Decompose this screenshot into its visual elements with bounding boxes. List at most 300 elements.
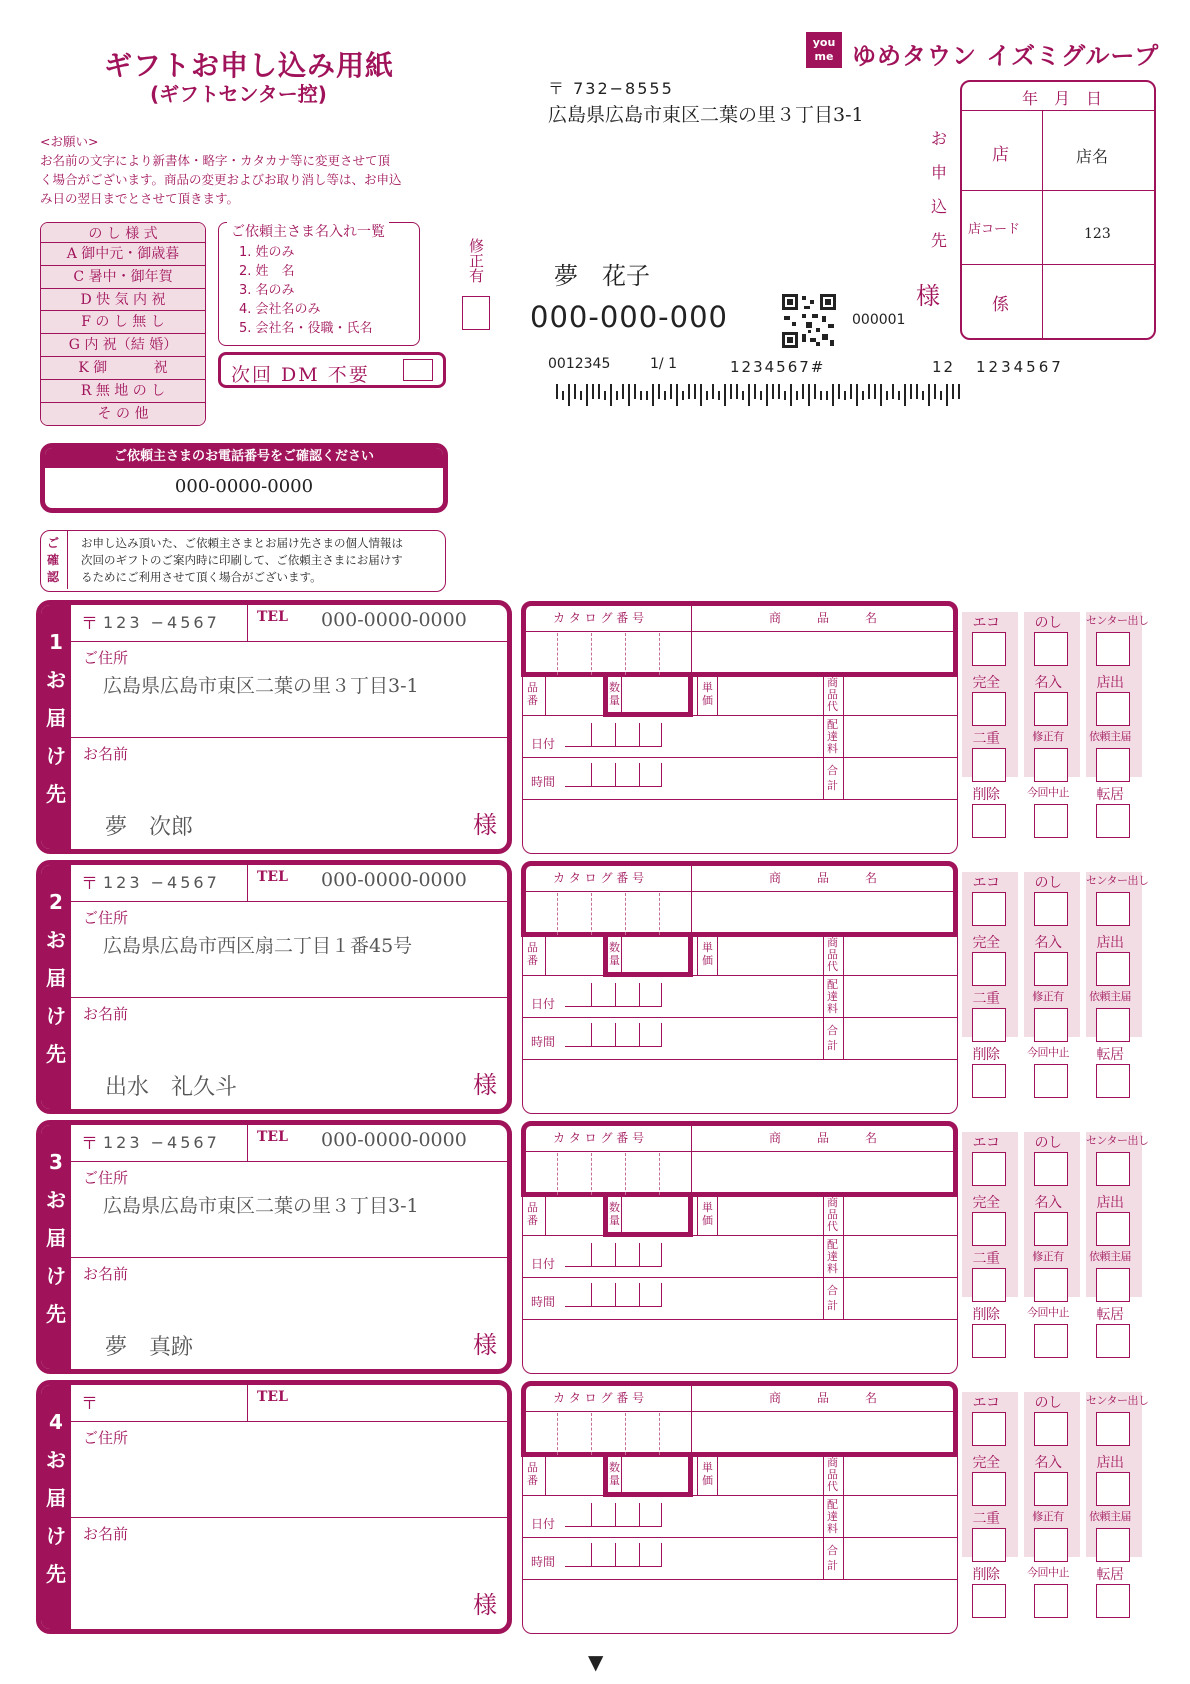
delivery-side-char: 先 <box>46 1042 66 1066</box>
flag-label: エコ <box>972 1135 1000 1151</box>
flag-checkbox[interactable] <box>1096 1008 1130 1042</box>
product-box <box>522 1382 958 1634</box>
apply-side-char: 先 <box>930 231 947 250</box>
delivery-side-label <box>41 865 71 1109</box>
delivery-side-char: け <box>46 744 66 768</box>
notice-line: く場合がございます。商品の変更およびお取り消し等は、お申込 <box>40 172 402 187</box>
name-insert-list <box>218 222 420 346</box>
privacy-side-char: ご <box>47 536 60 550</box>
flag-checkbox[interactable] <box>1096 692 1130 726</box>
barcode-bar <box>694 384 696 399</box>
flag-label: 店出 <box>1096 935 1124 951</box>
date-label: 年 月 日 <box>1022 89 1103 108</box>
product-label: 商 品 名 <box>769 1131 878 1145</box>
barcode-bar <box>754 384 756 399</box>
barcode-bar <box>598 384 600 399</box>
flag-checkbox[interactable] <box>1034 1324 1068 1358</box>
staff-label: 係 <box>992 295 1009 315</box>
catalog-label: カ タ ロ グ 番 号 <box>553 611 645 625</box>
flag-label: 依頼主届 <box>1089 990 1131 1003</box>
barcode-bar <box>712 384 714 399</box>
flag-checkbox[interactable] <box>972 1008 1006 1042</box>
dm-optout-box <box>218 352 446 388</box>
flag-checkbox[interactable] <box>1096 1584 1130 1618</box>
flag-label: 今回中止 <box>1027 786 1069 799</box>
flag-label: 店出 <box>1096 675 1124 691</box>
item-number-label: 品 番 <box>527 1461 538 1487</box>
delivery-fee-label: 配 達 料 <box>827 1498 838 1535</box>
delivery-postal: 123 −4567 <box>103 1133 220 1152</box>
flag-label: 依頼主届 <box>1089 730 1131 743</box>
flag-label: 修正有 <box>1032 990 1064 1003</box>
barcode-bar <box>820 391 822 400</box>
sender-line5: 1234567 <box>976 358 1064 376</box>
privacy-line: お申し込み頂いた、ご依頼主さまとお届け先さまの個人情報は <box>81 536 403 550</box>
noshi-item: R 無 地 の し <box>41 380 205 403</box>
barcode-bar <box>604 391 606 400</box>
barcode-bar <box>850 384 852 399</box>
time-label: 時間 <box>531 775 556 789</box>
tel-label: TEL <box>257 1129 288 1145</box>
flag-checkbox[interactable] <box>972 1472 1006 1506</box>
barcode-bar <box>844 391 846 400</box>
barcode-bar <box>862 391 864 400</box>
delivery-address-box <box>36 1380 512 1634</box>
flag-label: 削除 <box>972 1567 1000 1583</box>
flag-checkbox[interactable] <box>1096 1064 1130 1098</box>
name-label: お名前 <box>83 1265 129 1283</box>
product-price-label: 商 品 代 <box>827 936 838 973</box>
delivery-name: 夢 真跡 <box>105 1335 194 1360</box>
barcode-bar <box>778 384 780 399</box>
catalog-label: カ タ ロ グ 番 号 <box>553 871 645 885</box>
barcode-bar <box>922 391 924 400</box>
postal-barcode <box>556 384 964 406</box>
noshi-item: C 暑中・御年賀 <box>41 266 205 289</box>
delivery-fee-label: 配 達 料 <box>827 718 838 755</box>
barcode-bar <box>670 384 672 399</box>
dm-optout-label: 次回 DM 不要 <box>231 364 370 386</box>
sender-postal <box>548 76 674 99</box>
privacy-line: るためにご利用させて頂く場合がございます。 <box>81 570 322 584</box>
correction-checkbox[interactable] <box>462 296 490 330</box>
flag-checkbox[interactable] <box>1096 1528 1130 1562</box>
flag-checkbox[interactable] <box>1034 952 1068 986</box>
apply-side-label <box>928 122 950 258</box>
flag-label: センター出し <box>1086 1394 1149 1407</box>
flag-label: 店出 <box>1096 1455 1124 1471</box>
barcode-bar <box>790 384 792 406</box>
barcode-bar <box>568 384 570 406</box>
date-label: 日付 <box>531 1517 556 1531</box>
flag-label: のし <box>1034 1135 1062 1151</box>
flag-checkbox[interactable] <box>972 892 1006 926</box>
flag-checkbox[interactable] <box>1034 692 1068 726</box>
date-label: 日付 <box>531 737 556 751</box>
noshi-item: A 御中元・御歳暮 <box>41 243 205 266</box>
noshi-item: D 快 気 内 祝 <box>41 289 205 312</box>
flag-checkbox[interactable] <box>1034 1584 1068 1618</box>
flag-label: 名入 <box>1034 1455 1062 1471</box>
barcode-bar <box>580 391 582 400</box>
apply-side-char: 込 <box>930 197 947 216</box>
flag-label: 店出 <box>1096 1195 1124 1211</box>
delivery-address-box <box>36 600 512 854</box>
flag-checkbox[interactable] <box>972 1212 1006 1246</box>
flag-label: センター出し <box>1086 874 1149 887</box>
flag-label: 依頼主届 <box>1089 1250 1131 1263</box>
next-page-arrow-icon: ▼ <box>588 1650 604 1674</box>
privacy-side-label <box>47 535 63 586</box>
delivery-side-char: お <box>46 928 66 952</box>
flag-label: 転居 <box>1096 1047 1124 1063</box>
flag-checkbox[interactable] <box>1096 632 1130 666</box>
barcode-bar <box>766 384 768 406</box>
flag-label: 名入 <box>1034 1195 1062 1211</box>
barcode-bar <box>700 384 702 406</box>
flag-label: 二重 <box>972 731 1000 747</box>
flag-checkbox[interactable] <box>1096 892 1130 926</box>
barcode-bar <box>676 384 678 406</box>
flag-checkbox[interactable] <box>1096 1152 1130 1186</box>
delivery-postal: 123 −4567 <box>103 613 220 632</box>
barcode-bar <box>586 384 588 406</box>
barcode-bar <box>592 384 594 399</box>
flag-label: のし <box>1034 875 1062 891</box>
notice-heading: <お願い> <box>40 134 99 149</box>
flag-label: 修正有 <box>1032 1510 1064 1523</box>
total-label: 合 計 <box>827 764 838 792</box>
flag-label: 名入 <box>1034 935 1062 951</box>
flag-checkbox[interactable] <box>972 632 1006 666</box>
product-price-label: 商 品 代 <box>827 1456 838 1493</box>
flag-checkbox[interactable] <box>1096 952 1130 986</box>
flag-label: 修正有 <box>1032 730 1064 743</box>
barcode-bar <box>742 391 744 400</box>
flag-label: 完全 <box>972 1195 1000 1211</box>
barcode-bar <box>874 384 876 399</box>
flag-checkbox[interactable] <box>1096 1268 1130 1302</box>
barcode-bar <box>808 384 810 406</box>
flag-checkbox[interactable] <box>972 1324 1006 1358</box>
product-label: 商 品 名 <box>769 611 878 625</box>
barcode-bar <box>880 384 882 406</box>
noshi-heading: の し 様 式 <box>41 223 205 243</box>
delivery-side-char: 届 <box>46 1486 66 1510</box>
item-number-label: 品 番 <box>527 681 538 707</box>
sender-line1: 0012345 <box>548 356 611 372</box>
postal-mark-icon: 〒 <box>81 1394 98 1414</box>
time-label: 時間 <box>531 1555 556 1569</box>
sender-sama: 様 <box>916 282 940 310</box>
flag-label: 転居 <box>1096 1567 1124 1583</box>
flag-checkbox[interactable] <box>1034 1412 1068 1446</box>
address-label: ご住所 <box>83 1169 129 1187</box>
flag-label: 二重 <box>972 1511 1000 1527</box>
flag-checkbox[interactable] <box>972 1268 1006 1302</box>
phone-confirm-heading: ご依頼主さまのお電話番号をご確認ください <box>45 448 443 468</box>
barcode-bar <box>952 384 954 399</box>
flag-checkbox[interactable] <box>1034 1064 1068 1098</box>
noshi-item: F の し 無 し <box>41 311 205 334</box>
product-label: 商 品 名 <box>769 1391 878 1405</box>
unit-price-label: 単 価 <box>702 941 713 967</box>
dm-optout-checkbox[interactable] <box>403 359 433 381</box>
name-insert-item: 1. 姓のみ <box>239 245 295 260</box>
flag-label: 今回中止 <box>1027 1306 1069 1319</box>
notice-line: お名前の文字により新書体・略字・カタカナ等に変更させて頂 <box>40 153 391 168</box>
delivery-sama: 様 <box>473 1071 497 1099</box>
correction-label: 修正有 <box>467 238 485 283</box>
barcode-bar <box>628 384 630 406</box>
delivery-side-char: 先 <box>46 782 66 806</box>
flag-label: エコ <box>972 875 1000 891</box>
noshi-item: G 内 祝（結 婚） <box>41 334 205 357</box>
flag-checkbox[interactable] <box>972 804 1006 838</box>
tel-label: TEL <box>257 1389 288 1405</box>
barcode-bar <box>772 384 774 399</box>
postal-mark-icon: 〒 <box>81 1134 98 1154</box>
flag-checkbox[interactable] <box>1034 748 1068 782</box>
delivery-postal: 123 −4567 <box>103 873 220 892</box>
flag-label: 名入 <box>1034 675 1062 691</box>
privacy-side-char: 認 <box>47 570 60 584</box>
product-label: 商 品 名 <box>769 871 878 885</box>
barcode-bar <box>688 384 690 399</box>
flag-label: 今回中止 <box>1027 1566 1069 1579</box>
product-price-label: 商 品 代 <box>827 1196 838 1233</box>
apply-box <box>930 80 1156 340</box>
delivery-side-label <box>41 1125 71 1369</box>
barcode-bar <box>892 384 894 399</box>
flag-checkbox[interactable] <box>972 748 1006 782</box>
barcode-bar <box>826 391 828 400</box>
noshi-style-list <box>40 222 206 426</box>
flag-label: 二重 <box>972 991 1000 1007</box>
qr-code-icon <box>782 294 836 348</box>
phone-confirm-value: 000-0000-0000 <box>174 476 314 497</box>
catalog-label: カ タ ロ グ 番 号 <box>553 1391 645 1405</box>
flag-label: 転居 <box>1096 1307 1124 1323</box>
barcode-bar <box>760 391 762 400</box>
item-number-label: 品 番 <box>527 1201 538 1227</box>
name-insert-item: 5. 会社名・役職・氏名 <box>239 321 373 336</box>
address-label: ご住所 <box>83 649 129 667</box>
brand-name: ゆめタウン イズミグループ <box>852 42 1160 70</box>
flag-label: 完全 <box>972 935 1000 951</box>
flag-checkbox[interactable] <box>1034 1472 1068 1506</box>
barcode-bar <box>658 384 660 399</box>
barcode-bar <box>928 384 930 406</box>
flag-checkbox[interactable] <box>1096 804 1130 838</box>
barcode-bar <box>748 384 750 406</box>
flag-checkbox[interactable] <box>1034 1152 1068 1186</box>
youme-logo-icon: you me <box>806 32 842 68</box>
barcode-bar <box>622 384 624 399</box>
barcode-bar <box>796 391 798 400</box>
barcode-bar <box>946 384 948 406</box>
delivery-address-box <box>36 1120 512 1374</box>
flag-label: 依頼主届 <box>1089 1510 1131 1523</box>
flag-label: エコ <box>972 615 1000 631</box>
notice-line: み日の翌日までとさせて頂きます。 <box>40 191 240 206</box>
flag-checkbox[interactable] <box>1034 1008 1068 1042</box>
total-label: 合 計 <box>827 1024 838 1052</box>
delivery-sama: 様 <box>473 1591 497 1619</box>
item-number-label: 品 番 <box>527 941 538 967</box>
barcode-bar <box>718 391 720 400</box>
flag-checkbox[interactable] <box>972 1064 1006 1098</box>
postal-mark-icon: 〒 <box>548 79 567 98</box>
form-title: ギフトお申し込み用紙 <box>104 49 395 82</box>
product-price-label: 商 品 代 <box>827 676 838 713</box>
name-insert-item: 4. 会社名のみ <box>239 302 321 317</box>
delivery-side-char: 届 <box>46 966 66 990</box>
address-label: ご住所 <box>83 1429 129 1447</box>
sender-line3: 1234567# <box>730 358 826 376</box>
notice-block <box>40 132 402 208</box>
sender-name: 夢 花子 <box>554 262 650 290</box>
flag-checkbox[interactable] <box>1034 632 1068 666</box>
flag-checkbox[interactable] <box>1096 1412 1130 1446</box>
product-box <box>522 862 958 1114</box>
noshi-item: そ の 他 <box>41 403 205 426</box>
barcode-bar <box>958 384 960 399</box>
flag-checkbox[interactable] <box>972 1584 1006 1618</box>
barcode-bar <box>868 384 870 399</box>
sender-postal-code: 732−8555 <box>573 79 674 98</box>
delivery-tel: 000-0000-0000 <box>321 609 467 631</box>
flag-label: 削除 <box>972 1047 1000 1063</box>
barcode-bar <box>556 384 558 399</box>
unit-price-label: 単 価 <box>702 1461 713 1487</box>
flag-checkbox[interactable] <box>1034 1212 1068 1246</box>
flag-label: 完全 <box>972 675 1000 691</box>
barcode-bar <box>814 384 816 399</box>
date-label: 日付 <box>531 997 556 1011</box>
barcode-bar <box>724 384 726 406</box>
date-label: 日付 <box>531 1257 556 1271</box>
delivery-side-char: 先 <box>46 1562 66 1586</box>
address-label: ご住所 <box>83 909 129 927</box>
delivery-fee-label: 配 達 料 <box>827 1238 838 1275</box>
delivery-sama: 様 <box>473 1331 497 1359</box>
product-box <box>522 1122 958 1374</box>
flag-checkbox[interactable] <box>1034 804 1068 838</box>
barcode-bar <box>904 384 906 406</box>
total-label: 合 計 <box>827 1284 838 1312</box>
flag-checkbox[interactable] <box>1034 1528 1068 1562</box>
postal-mark-icon: 〒 <box>81 614 98 634</box>
flag-checkbox[interactable] <box>972 692 1006 726</box>
name-label: お名前 <box>83 745 129 763</box>
sender-address: 広島県広島市東区二葉の里３丁目3-1 <box>548 104 864 126</box>
flag-label: 転居 <box>1096 787 1124 803</box>
barcode-bar <box>736 384 738 399</box>
apply-side-char: お <box>930 129 947 148</box>
delivery-number: 4 <box>49 1410 63 1434</box>
barcode-bar <box>634 384 636 399</box>
quantity-label: 数 量 <box>609 1461 620 1487</box>
flag-checkbox[interactable] <box>972 952 1006 986</box>
barcode-bar <box>730 384 732 399</box>
delivery-side-char: 届 <box>46 706 66 730</box>
flag-checkbox[interactable] <box>1096 1324 1130 1358</box>
flag-checkbox[interactable] <box>1034 1268 1068 1302</box>
delivery-side-char: け <box>46 1004 66 1028</box>
delivery-number: 3 <box>49 1150 63 1174</box>
flag-checkbox[interactable] <box>1034 892 1068 926</box>
delivery-address: 広島県広島市西区扇二丁目１番45号 <box>103 935 413 957</box>
delivery-number: 2 <box>49 890 63 914</box>
delivery-address: 広島県広島市東区二葉の里３丁目3-1 <box>103 1195 419 1217</box>
flag-checkbox[interactable] <box>1096 1212 1130 1246</box>
barcode-bar <box>640 391 642 400</box>
barcode-bar <box>934 384 936 399</box>
barcode-bar <box>784 391 786 400</box>
flag-checkbox[interactable] <box>1096 1472 1130 1506</box>
unit-price-label: 単 価 <box>702 681 713 707</box>
flag-label: 今回中止 <box>1027 1046 1069 1059</box>
flag-checkbox[interactable] <box>972 1528 1006 1562</box>
sender-line4: 12 <box>932 358 956 376</box>
delivery-name: 出水 礼久斗 <box>105 1075 238 1100</box>
delivery-side-char: け <box>46 1524 66 1548</box>
flag-label: 完全 <box>972 1455 1000 1471</box>
flag-checkbox[interactable] <box>972 1152 1006 1186</box>
unit-price-label: 単 価 <box>702 1201 713 1227</box>
name-insert-heading: ご依頼主さま名入れ一覧 <box>227 221 389 241</box>
delivery-sama: 様 <box>473 811 497 839</box>
shop-code-value: 123 <box>1084 226 1111 242</box>
delivery-fee-label: 配 達 料 <box>827 978 838 1015</box>
privacy-notice <box>40 530 446 592</box>
quantity-label: 数 量 <box>609 681 620 707</box>
delivery-number: 1 <box>49 630 63 654</box>
barcode-bar <box>562 391 564 400</box>
sender-line2: 1/ 1 <box>650 356 677 372</box>
barcode-bar <box>856 384 858 406</box>
shop-value: 店名 <box>1076 147 1109 166</box>
flag-label: 修正有 <box>1032 1250 1064 1263</box>
barcode-bar <box>940 391 942 400</box>
flag-label: のし <box>1034 615 1062 631</box>
delivery-tel: 000-0000-0000 <box>321 869 467 891</box>
name-insert-item: 3. 名のみ <box>239 283 295 298</box>
apply-side-char: 申 <box>930 163 947 182</box>
barcode-bar <box>898 391 900 400</box>
barcode-bar <box>910 384 912 399</box>
flag-label: 二重 <box>972 1251 1000 1267</box>
delivery-side-label <box>41 605 71 849</box>
time-label: 時間 <box>531 1295 556 1309</box>
flag-checkbox[interactable] <box>1096 748 1130 782</box>
flag-label: エコ <box>972 1395 1000 1411</box>
barcode-bar <box>706 391 708 400</box>
catalog-label: カ タ ロ グ 番 号 <box>553 1131 645 1145</box>
form-subtitle: (ギフトセンター控) <box>150 82 327 106</box>
privacy-line: 次回のギフトのご案内時に印刷して、ご依頼主さまにお届けす <box>81 553 403 567</box>
flag-checkbox[interactable] <box>972 1412 1006 1446</box>
postal-mark-icon: 〒 <box>81 874 98 894</box>
delivery-side-char: お <box>46 1188 66 1212</box>
barcode-bar <box>832 384 834 406</box>
delivery-address-box <box>36 860 512 1114</box>
delivery-side-char: お <box>46 1448 66 1472</box>
shop-code-label: 店コード <box>968 222 1021 237</box>
flag-label: 削除 <box>972 787 1000 803</box>
flag-label: のし <box>1034 1395 1062 1411</box>
